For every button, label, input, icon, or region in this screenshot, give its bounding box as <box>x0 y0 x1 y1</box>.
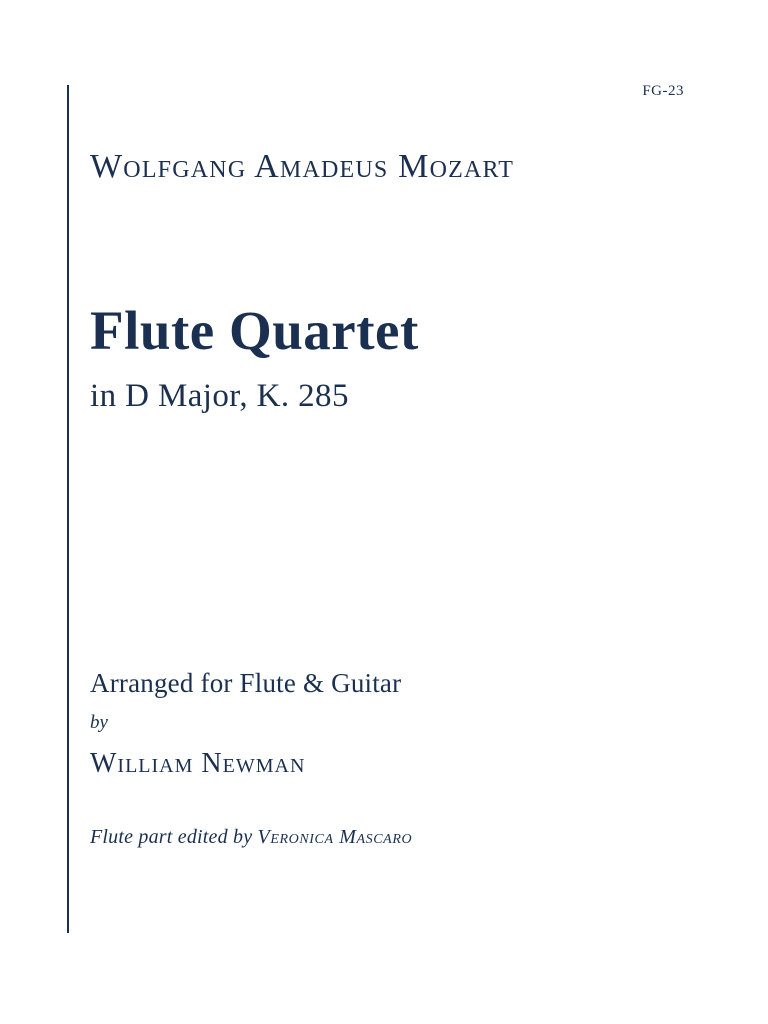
vertical-rule-divider <box>67 85 69 933</box>
catalog-number: FG-23 <box>642 83 684 99</box>
arrangement-line: Arranged for Flute & Guitar <box>90 668 402 698</box>
work-subtitle: in D Major, K. 285 <box>90 378 349 414</box>
work-title: Flute Quartet <box>90 300 419 361</box>
composer-name: Wolfgang Amadeus Mozart <box>90 148 515 185</box>
by-word: by <box>90 712 108 733</box>
arranger-name: William Newman <box>90 748 306 779</box>
editor-name: Veronica Mascaro <box>257 826 413 848</box>
editor-credit <box>90 826 412 849</box>
editor-credit-prefix: Flute part edited by <box>90 826 258 848</box>
